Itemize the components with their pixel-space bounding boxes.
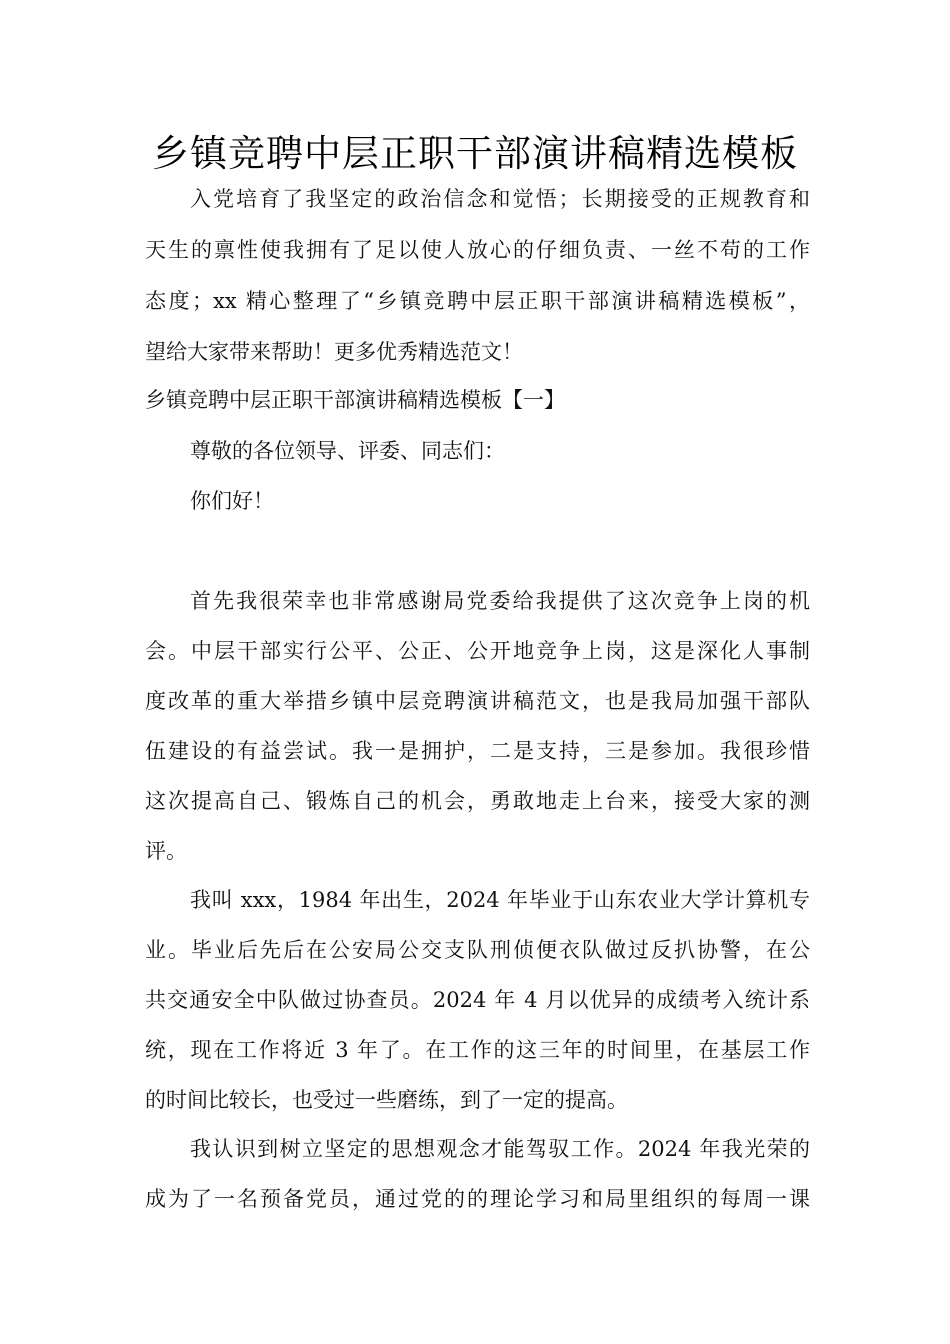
paragraph-line: 态度；xx 精心整理了“乡镇竞聘中层正职干部演讲稿精选模板”， xyxy=(145,289,810,313)
greeting: 你们好！ xyxy=(190,489,274,513)
paragraph-line: 伍建设的有益尝试。我一是拥护，二是支持，三是参加。我很珍惜 xyxy=(145,739,810,763)
salutation: 尊敬的各位领导、评委、同志们： xyxy=(190,439,505,463)
paragraph-line: 成为了一名预备党员，通过党的的理论学习和局里组织的每周一课 xyxy=(145,1187,810,1211)
paragraph-line: 天生的禀性使我拥有了足以使人放心的仔细负责、一丝不苟的工作 xyxy=(145,238,810,262)
paragraph-line: 的时间比较长，也受过一些磨练，到了一定的提高。 xyxy=(145,1088,628,1112)
paragraph-line: 这次提高自己、锻炼自己的机会，勇敢地走上台来，接受大家的测 xyxy=(145,789,810,813)
paragraph-line: 入党培育了我坚定的政治信念和觉悟；长期接受的正规教育和 xyxy=(190,187,810,211)
paragraph-line: 会。中层干部实行公平、公正、公开地竞争上岗，这是深化人事制 xyxy=(145,639,810,663)
paragraph-line: 业。毕业后先后在公安局公交支队刑侦便衣队做过反扒协警，在公 xyxy=(145,938,810,962)
paragraph-line: 共交通安全中队做过协查员。2024 年 4 月以优异的成绩考入统计系 xyxy=(145,988,810,1012)
paragraph-line: 我叫 xxx，1984 年出生，2024 年毕业于山东农业大学计算机专 xyxy=(190,888,810,912)
document-title: 乡镇竞聘中层正职干部演讲稿精选模板 xyxy=(152,132,798,175)
section-heading: 乡镇竞聘中层正职干部演讲稿精选模板【一】 xyxy=(145,388,565,412)
paragraph-line: 望给大家带来帮助！更多优秀精选范文！ xyxy=(145,340,523,364)
paragraph-line: 评。 xyxy=(145,839,187,863)
paragraph-line: 度改革的重大举措乡镇中层竞聘演讲稿范文，也是我局加强干部队 xyxy=(145,689,810,713)
paragraph-line: 统，现在工作将近 3 年了。在工作的这三年的时间里，在基层工作 xyxy=(145,1038,810,1062)
paragraph-line: 我认识到树立坚定的思想观念才能驾驭工作。2024 年我光荣的 xyxy=(190,1137,810,1161)
paragraph-line: 首先我很荣幸也非常感谢局党委给我提供了这次竞争上岗的机 xyxy=(190,589,810,613)
